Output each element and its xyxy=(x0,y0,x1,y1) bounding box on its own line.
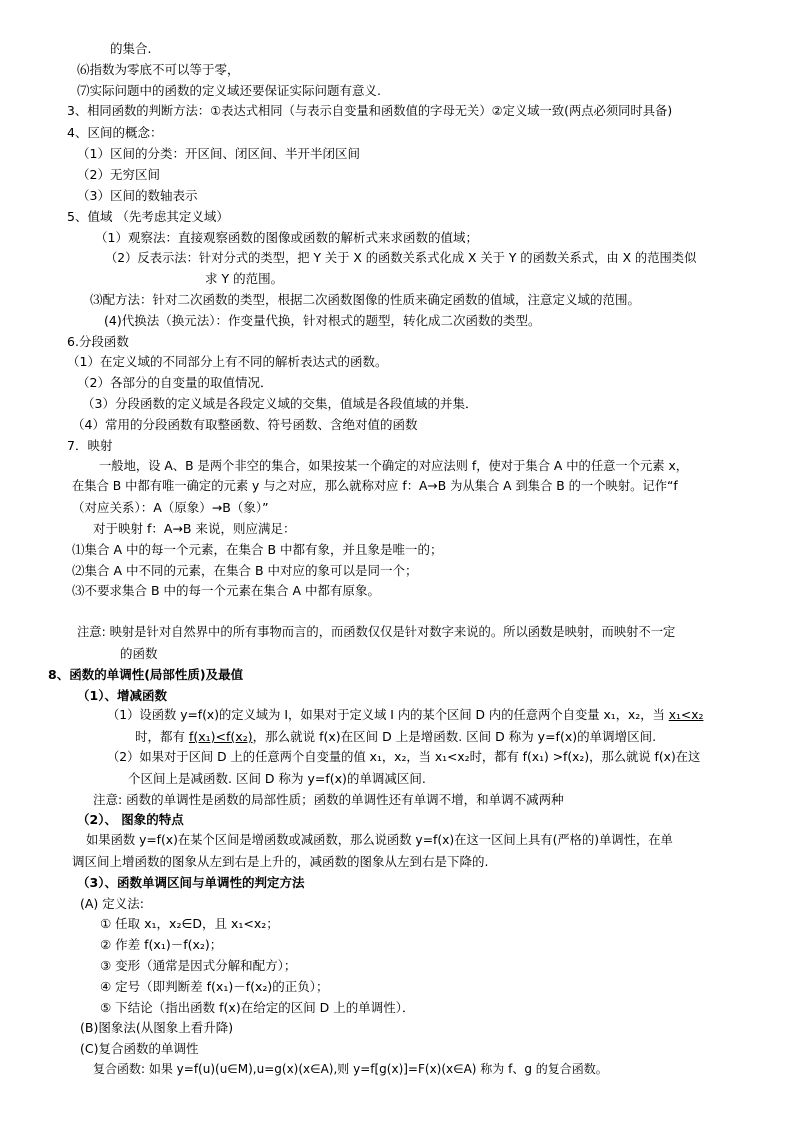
section-heading: 5、值域 （先考虑其定义域） xyxy=(67,209,229,224)
text-line: ⑵集合 A 中不同的元素，在集合 B 中对应的象可以是同一个； xyxy=(72,563,418,578)
text-line: 复合函数: 如果 y=f(u)(u∈M),u=g(x)(x∈A),则 y=f[g(x)]=F(x)(x∈A) 称为 f、g 的复合函数。 xyxy=(93,1062,608,1076)
underlined-text: x₁<x₂ xyxy=(668,708,704,722)
text-line: 如果函数 y=f(x)在某个区间是增函数或减函数，那么说函数 y=f(x)在这一区间上具有(严格的)单调性，在单 xyxy=(86,833,673,847)
text-segment: 时，都有 xyxy=(135,729,189,744)
text-line: （1）观察法：直接观察函数的图像或函数的解析式来求函数的值域； xyxy=(95,230,478,245)
text-line: 的集合. xyxy=(110,41,152,56)
text-line: （2）反表示法：针对分式的类型，把 Y 关于 X 的函数关系式化成 X 关于 Y 的函数关系式，由 X 的范围类似 xyxy=(105,251,697,265)
text-line: 个区间上是减函数. 区间 D 称为 y=f(x)的单调减区间. xyxy=(128,771,426,786)
section-heading: 7．映射 xyxy=(67,438,113,453)
note-line: 的函数 xyxy=(120,646,158,661)
text-line: （1）在定义域的不同部分上有不同的解析表达式的函数。 xyxy=(67,354,388,369)
text-line: (B)图象法(从图象上看升降) xyxy=(80,1020,234,1035)
text-line: ⑺实际问题中的函数的定义域还要保证实际问题有意义. xyxy=(77,83,381,98)
note-line: 注意: 映射是针对自然界中的所有事物而言的，而函数仅仅是针对数字来说的。所以函数是映射，而映射不一定 xyxy=(77,625,676,639)
text-line: （3）区间的数轴表示 xyxy=(77,188,198,203)
note-line: 注意: 函数的单调性是函数的局部性质；函数的单调性还有单调不增，和单调不减两种 xyxy=(93,792,564,807)
text-line: (C)复合函数的单调性 xyxy=(80,1041,199,1056)
subsection-heading: （2）、 图象的特点 xyxy=(77,812,184,827)
text-line: （对应关系）：A（原象）→B（象）” xyxy=(72,500,269,515)
text-line: (A) 定义法: xyxy=(80,896,144,911)
text-line: 调区间上增函数的图象从左到右是上升的，减函数的图象从左到右是下降的. xyxy=(72,854,489,869)
text-line: 一般地，设 A、B 是两个非空的集合，如果按某一个确定的对应法则 f，使对于集合 A 中的任意一个元素 x， xyxy=(99,459,689,473)
text-line: （3）分段函数的定义域是各段定义域的交集，值域是各段值域的并集． xyxy=(82,396,478,411)
text-line: ⑶配方法：针对二次函数的类型，根据二次函数图像的性质来确定函数的值域，注意定义域的范围。 xyxy=(90,292,641,307)
text-line: (4)代换法（换元法）：作变量代换，针对根式的题型，转化成二次函数的类型。 xyxy=(104,313,541,328)
text-line: 求 Y 的范围。 xyxy=(205,271,284,286)
section-heading: 6.分段函数 xyxy=(67,334,129,349)
section-heading: 4、区间的概念： xyxy=(67,125,163,140)
text-line: 在集合 B 中都有唯一确定的元素 y 与之对应，那么就称对应 f：A→B 为从集合 A 到集合 B 的一个映射。记作“f xyxy=(72,479,678,493)
text-line: ⑶不要求集合 B 中的每一个元素在集合 A 中都有原象。 xyxy=(72,583,381,598)
text-line: ⑹指数为零底不可以等于零， xyxy=(77,62,240,77)
text-segment: ，那么就说 f(x)在区间 D 上是增函数. 区间 D 称为 y=f(x)的单调增区间. xyxy=(252,729,657,744)
section-heading: 8、函数的单调性(局部性质)及最值 xyxy=(48,667,244,682)
subsection-heading: （1）、增减函数 xyxy=(77,688,167,703)
text-line: 3、相同函数的判断方法：①表达式相同（与表示自变量和函数值的字母无关）②定义域一致(两点必须同时具备) xyxy=(67,104,673,118)
text-line xyxy=(135,728,656,745)
text-line: ⑴集合 A 中的每一个元素，在集合 B 中都有象，并且象是唯一的； xyxy=(72,542,443,557)
text-line: （4）常用的分段函数有取整函数、符号函数、含绝对值的函数 xyxy=(72,417,418,432)
text-line: （1）区间的分类：开区间、闭区间、半开半闭区间 xyxy=(77,146,360,161)
list-item: ① 任取 x₁，x₂∈D，且 x₁<x₂； xyxy=(100,916,279,931)
text-line: 对于映射 f：A→B 来说，则应满足： xyxy=(93,521,296,536)
underlined-text: f(x₁)<f(x₂) xyxy=(188,729,253,744)
list-item: ③ 变形（通常是因式分解和配方）； xyxy=(100,958,297,973)
text-line xyxy=(107,707,703,724)
list-item: ⑤ 下结论（指出函数 f(x)在给定的区间 D 上的单调性）． xyxy=(100,1000,415,1015)
list-item: ④ 定号（即判断差 f(x₁)－f(x₂)的正负）； xyxy=(100,979,329,994)
list-item: ② 作差 f(x₁)－f(x₂)； xyxy=(100,937,223,952)
text-segment: （1）设函数 y=f(x)的定义域为 I，如果对于定义域 I 内的某个区间 D 内的任意两个自变量 x₁，x₂，当 xyxy=(107,708,669,722)
text-line: （2）无穷区间 xyxy=(77,167,160,182)
text-line: （2）各部分的自变量的取值情况． xyxy=(77,375,273,390)
text-line: （2）如果对于区间 D 上的任意两个自变量的值 x₁，x₂，当 x₁<x₂时，都有 f(x₁) >f(x₂)，那么就说 f(x)在这 xyxy=(107,750,701,764)
subsection-heading: （3）、函数单调区间与单调性的判定方法 xyxy=(77,875,305,890)
